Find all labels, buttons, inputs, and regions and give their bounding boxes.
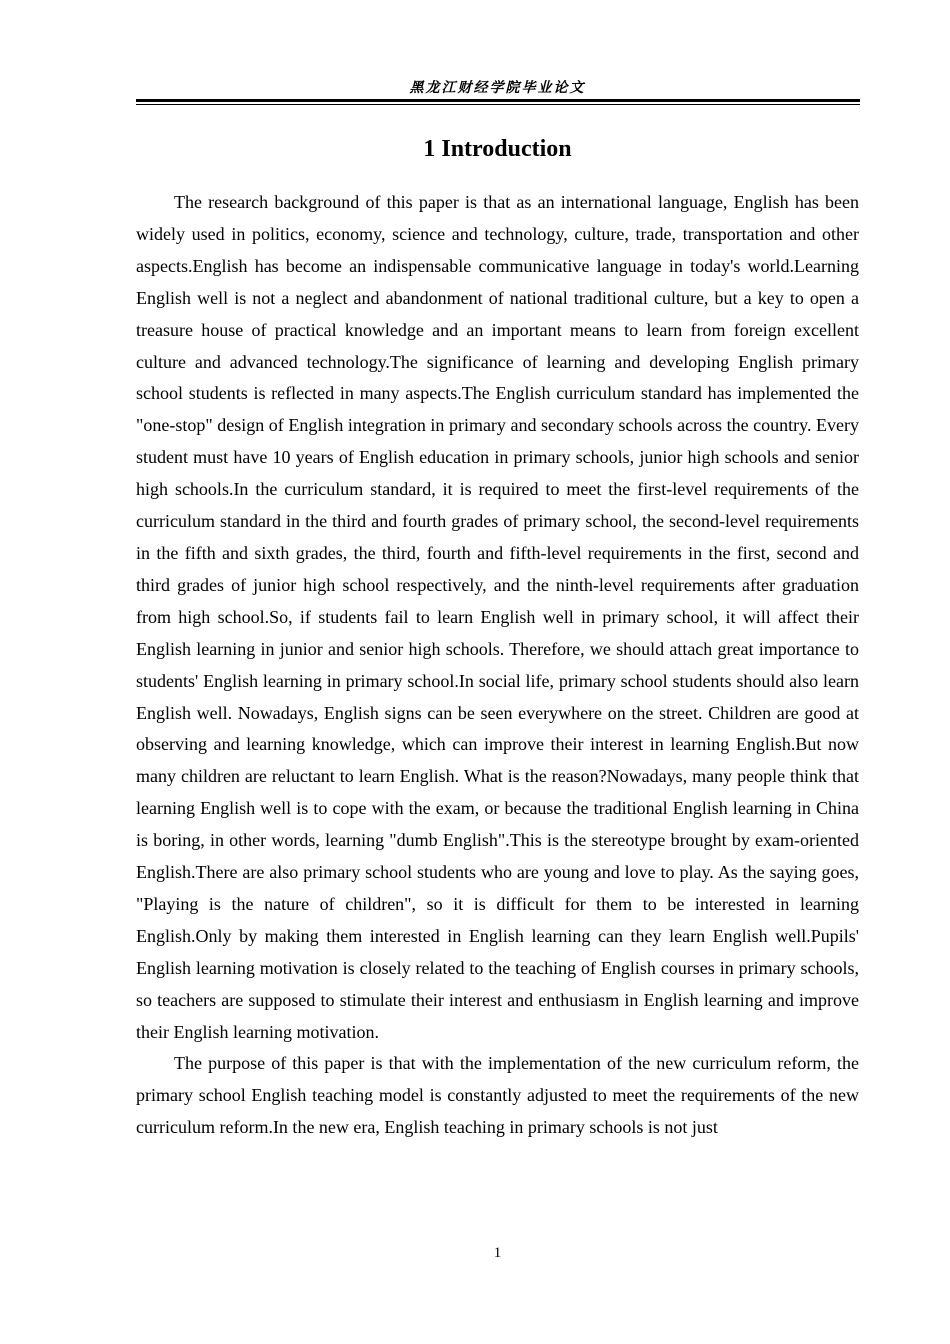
paragraph-purpose: The purpose of this paper is that with the implementation of the new curriculum reform, the primary school English teaching model is constantly adjusted to meet the requirements of the new curriculum reform.In the new era, English teaching in primary schools is not just xyxy=(136,1053,859,1138)
header-rule-thin xyxy=(136,104,860,105)
running-header: 黑龙江财经学院毕业论文 xyxy=(409,80,586,96)
header-rule-thick xyxy=(136,99,860,102)
chapter-title: 1 Introduction xyxy=(423,136,572,162)
page-number: 1 xyxy=(493,1245,502,1261)
body-text xyxy=(136,187,859,1144)
paragraph-background: The research background of this paper is that as an international language, English has been widely used in politics, economy, science and technology, culture, trade, transportation and other aspects.English has become an indispensable communicative language in today's world.Learning English well is not a neglect and abandonment of national traditional culture, but a key to open a treasure house of practical knowledge and an important means to learn from foreign excellent culture and advanced technology.The significance of learning and developing English primary school students is reflected in many aspects.The English curriculum standard has implemented the "one-stop" design of English integration in primary and secondary schools across the country. Every student must have 10 years of English education in primary schools, junior high schools and senior high schools.In the curriculum standard, it is required to meet the first-level requirements of the curriculum standard in the third and fourth grades of primary school, the second-level requirements in the fifth and sixth grades, the third, fourth and fifth-level requirements in the first, second and third grades of junior high school respectively, and the ninth-level requirements after graduation from high school.So, if students fail to learn English well in primary school, it will affect their English learning in junior and senior high schools. Therefore, we should attach great importance to students' English learning in primary school.In social life, primary school students should also learn English well. Nowadays, English signs can be seen everywhere on the street. Children are good at observing and learning knowledge, which can improve their interest in learning English.But now many children are reluctant to learn English. What is the reason?Nowadays, many people think that learning English well is to cope with the exam, or because the traditional English learning in China is boring, in other words, learning "dumb English".This is the stereotype brought by exam-oriented English.There are also primary school students who are young and love to play. As the saying goes, "Playing is the nature of children", so it is difficult for them to be interested in learning English.Only by making them interested in English learning can they learn English well.Pupils' English learning motivation is closely related to the teaching of English courses in primary schools, so teachers are supposed to stimulate their interest and enthusiasm in English learning and improve their English learning motivation. xyxy=(136,192,859,1042)
